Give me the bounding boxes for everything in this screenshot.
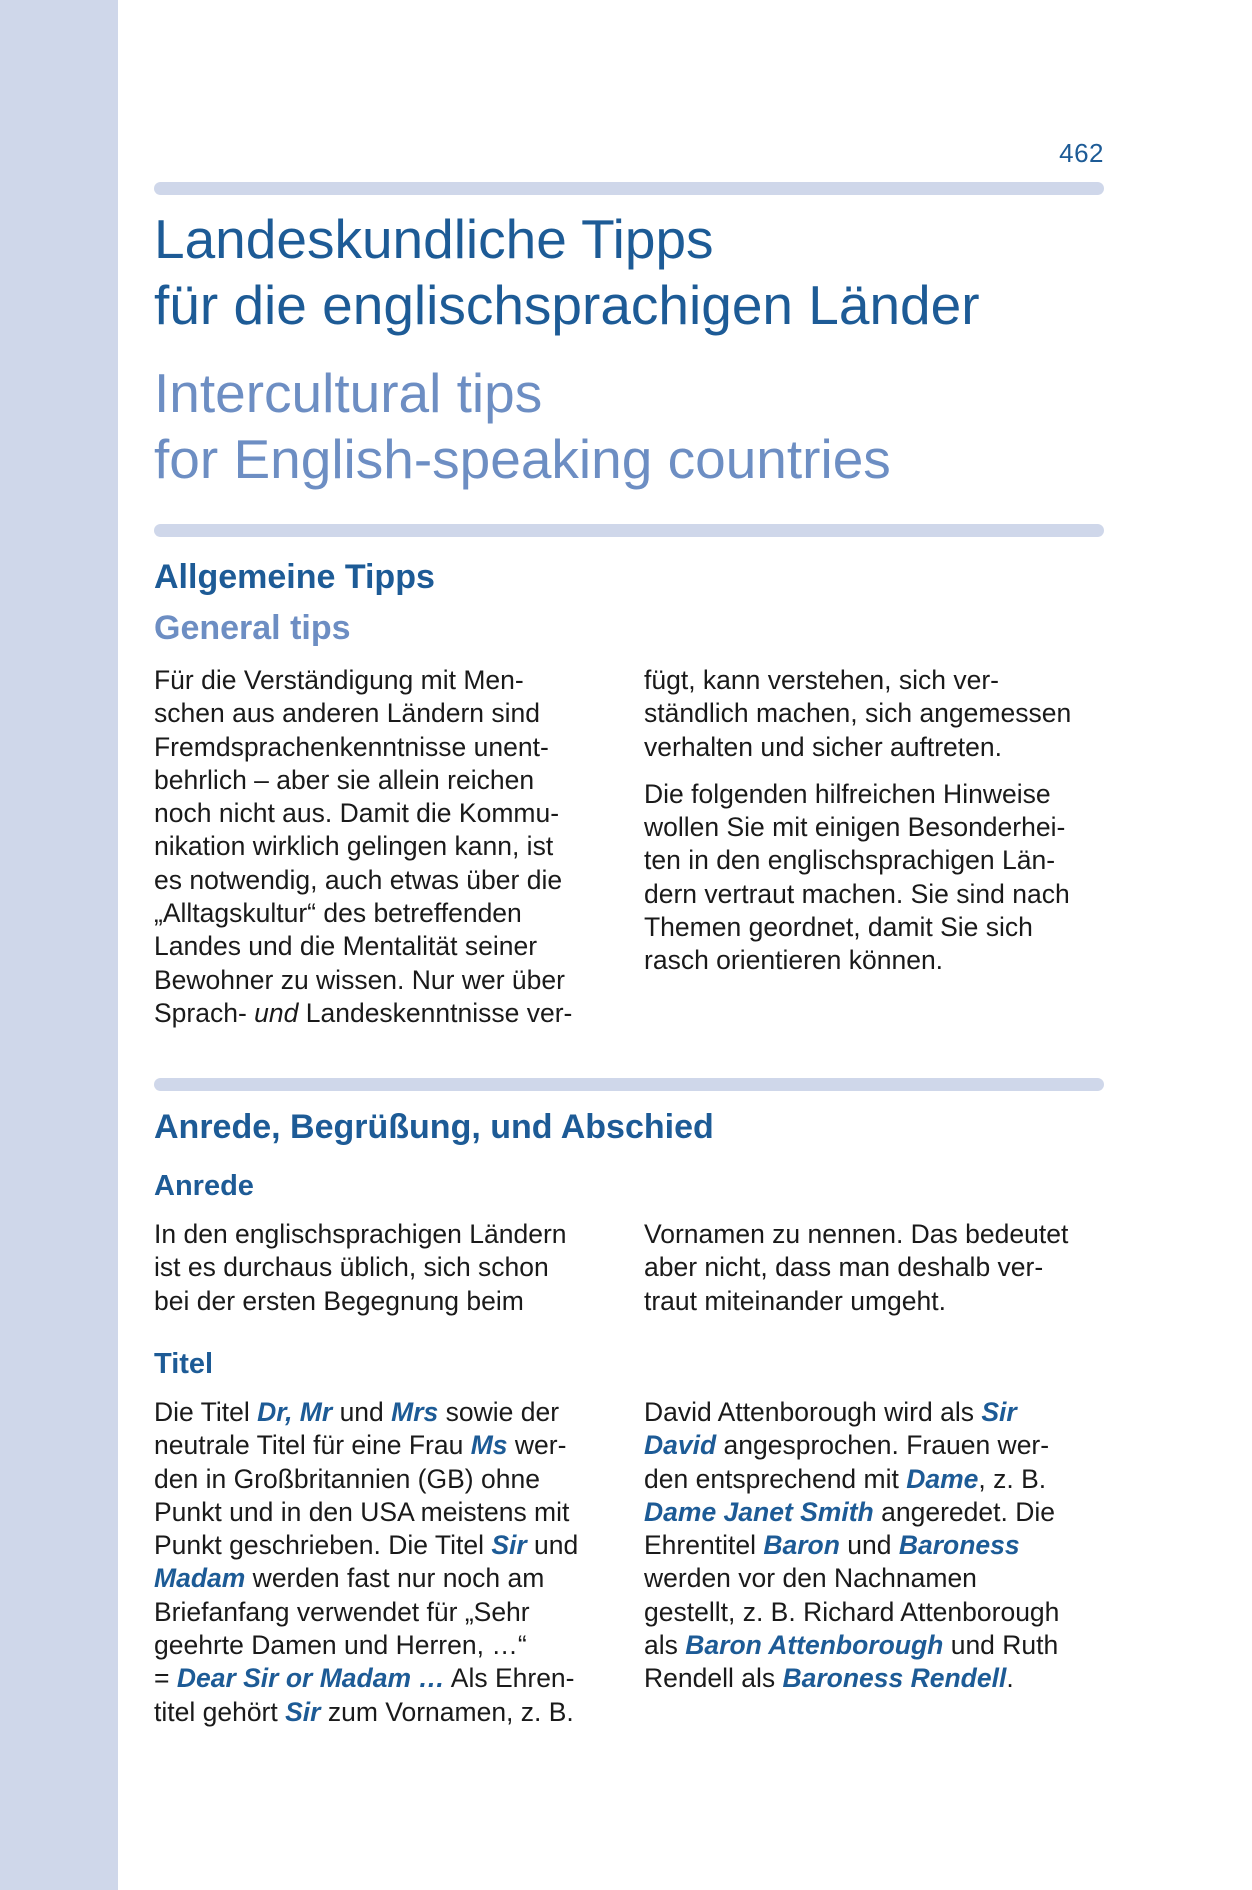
title-line: Landeskundliche Tipps	[154, 208, 714, 270]
text-line: In den englischsprachigen Ländern	[154, 1219, 567, 1249]
text-line: noch nicht aus. Damit die Kommu-	[154, 798, 560, 829]
text-run: =	[154, 1663, 177, 1694]
paragraph	[154, 1218, 612, 1318]
text-line	[644, 1562, 1102, 1595]
text-line: Die folgenden hilfreichen Hinweise	[644, 778, 1051, 809]
text-run: David Attenborough wird als	[644, 1397, 982, 1427]
text-line	[154, 1696, 612, 1729]
title-line: Intercultural tips	[154, 362, 543, 424]
text-run: Punkt geschrieben. Die Titel	[154, 1530, 492, 1561]
text-line	[644, 1496, 1102, 1529]
text-run: zum Vornamen, z. B.	[320, 1696, 574, 1727]
title-line: for English-speaking countries	[154, 428, 891, 490]
english-term: Mrs	[391, 1397, 439, 1427]
text-line: behrlich – aber sie allein reichen	[154, 764, 535, 795]
text-run: neutrale Titel für eine Frau	[154, 1430, 471, 1461]
text-line: bei der ersten Begegnung beim	[154, 1285, 524, 1316]
text-run: Landeskenntnisse ver-	[298, 997, 573, 1028]
text-line	[154, 1429, 612, 1462]
general-tips-right-column	[644, 664, 1102, 992]
text-line: ten in den englischsprachigen Län-	[644, 845, 1056, 876]
text-run: und	[839, 1530, 899, 1561]
paragraph	[644, 1218, 1102, 1318]
text-run: als	[644, 1630, 686, 1661]
text-line: aber nicht, dass man deshalb ver-	[644, 1252, 1044, 1283]
text-line	[154, 1562, 612, 1595]
text-line: „Alltagskultur“ des betreffenden	[154, 898, 522, 929]
text-line: Fremdsprachenkenntnisse unent-	[154, 731, 549, 762]
text-line: wollen Sie mit einigen Besonderhei-	[644, 812, 1066, 843]
anrede-right-column	[644, 1218, 1102, 1332]
english-term: Dr, Mr	[257, 1397, 333, 1427]
text-line: Bewohner zu wissen. Nur wer über	[154, 964, 565, 995]
text-line: rasch orientieren können.	[644, 945, 944, 976]
section-heading-general-de: Allgemeine Tipps	[154, 558, 435, 596]
section-heading-anrede: Anrede, Begrüßung, und Abschied	[154, 1108, 714, 1146]
text-line: nikation wirklich gelingen kann, ist	[154, 831, 554, 862]
text-run: wer-	[507, 1430, 567, 1461]
text-line: dern vertraut machen. Sie sind nach	[644, 878, 1070, 909]
text-line: traut miteinander umgeht.	[644, 1285, 946, 1316]
paragraph	[644, 1396, 1102, 1696]
text-run: den in Großbritannien (GB) ohne	[154, 1463, 540, 1494]
text-line	[644, 1529, 1102, 1562]
text-run: geehrte Damen und Herren, …“	[154, 1630, 527, 1661]
text-run: titel gehört	[154, 1696, 286, 1727]
title-line: für die englischsprachigen Länder	[154, 274, 980, 336]
english-term: Sir	[981, 1397, 1017, 1427]
text-line	[154, 1463, 612, 1496]
text-line	[154, 1496, 612, 1529]
text-run: und Ruth	[943, 1630, 1059, 1661]
english-term: Baron Attenborough	[685, 1630, 944, 1661]
text-run: werden fast nur noch am	[245, 1563, 545, 1594]
paragraph	[154, 664, 612, 1030]
text-line: es notwendig, auch etwas über die	[154, 864, 563, 895]
text-line	[154, 1629, 612, 1662]
divider-rule	[154, 524, 1104, 537]
anrede-left-column	[154, 1218, 612, 1332]
english-term: Baron	[763, 1530, 840, 1561]
side-color-band	[0, 0, 118, 1890]
text-line: Themen geordnet, damit Sie sich	[644, 912, 1033, 943]
text-run: und	[526, 1530, 579, 1561]
text-line	[154, 997, 612, 1030]
english-term: Madam	[154, 1563, 246, 1594]
text-line: Für die Verständigung mit Men-	[154, 665, 524, 695]
english-term: Sir	[285, 1696, 321, 1727]
english-term: Baroness	[898, 1530, 1020, 1561]
text-line	[644, 1596, 1102, 1629]
text-run: werden vor den Nachnamen	[644, 1563, 977, 1594]
paragraph	[644, 778, 1102, 978]
text-line	[644, 1662, 1102, 1695]
page-title-german	[154, 206, 980, 338]
text-run: Die Titel	[154, 1397, 258, 1427]
english-term: Sir	[491, 1530, 527, 1561]
text-run: Briefanfang verwendet für „Sehr	[154, 1596, 530, 1627]
text-run: gestellt, z. B. Richard Attenborough	[644, 1596, 1060, 1627]
paragraph	[154, 1396, 612, 1729]
english-term: Dame	[906, 1463, 979, 1494]
page-number: 462	[1059, 138, 1104, 168]
english-term: Dear Sir or Madam …	[176, 1663, 445, 1694]
text-run: Als Ehren-	[444, 1663, 575, 1694]
text-line	[154, 1662, 612, 1695]
text-run: den entsprechend mit	[644, 1463, 907, 1494]
text-run: angesprochen. Frauen wer-	[716, 1430, 1050, 1461]
text-line	[154, 1396, 612, 1429]
titel-left-column	[154, 1396, 612, 1743]
english-term: David	[644, 1430, 717, 1461]
text-line	[644, 1629, 1102, 1662]
text-line	[644, 1429, 1102, 1462]
paragraph	[644, 664, 1102, 764]
text-run: Sprach-	[154, 997, 255, 1028]
italic-run: und	[254, 997, 299, 1028]
text-line	[644, 1396, 1102, 1429]
text-run: .	[1006, 1663, 1014, 1694]
text-line	[154, 1596, 612, 1629]
text-run: Rendell als	[644, 1663, 783, 1694]
divider-rule	[154, 182, 1104, 195]
page-title-english	[154, 360, 891, 492]
text-line: fügt, kann verstehen, sich ver-	[644, 665, 999, 695]
text-line	[154, 1529, 612, 1562]
subheading-anrede: Anrede	[154, 1170, 254, 1202]
text-run: Ehrentitel	[644, 1530, 764, 1561]
text-line: Vornamen zu nennen. Das bedeutet	[644, 1219, 1069, 1249]
section-heading-general-en: General tips	[154, 609, 351, 647]
text-run: Punkt und in den USA meistens mit	[154, 1496, 570, 1527]
text-line	[644, 1463, 1102, 1496]
general-tips-left-column	[154, 664, 612, 1044]
subheading-titel: Titel	[154, 1348, 214, 1380]
text-line: schen aus anderen Ländern sind	[154, 698, 541, 729]
text-run: , z. B.	[978, 1463, 1047, 1494]
text-line: verhalten und sicher auftreten.	[644, 731, 1002, 762]
text-line: Landes und die Mentalität seiner	[154, 931, 538, 962]
text-line: ist es durchaus üblich, sich schon	[154, 1252, 549, 1283]
english-term: Baroness Rendell	[782, 1663, 1007, 1694]
text-line: ständlich machen, sich angemessen	[644, 698, 1072, 729]
titel-right-column	[644, 1396, 1102, 1710]
text-run: und	[332, 1397, 392, 1427]
text-run: sowie der	[438, 1397, 560, 1427]
text-run: angeredet. Die	[873, 1496, 1055, 1527]
english-term: Ms	[470, 1430, 508, 1461]
divider-rule	[154, 1078, 1104, 1091]
english-term: Dame Janet Smith	[644, 1496, 874, 1527]
